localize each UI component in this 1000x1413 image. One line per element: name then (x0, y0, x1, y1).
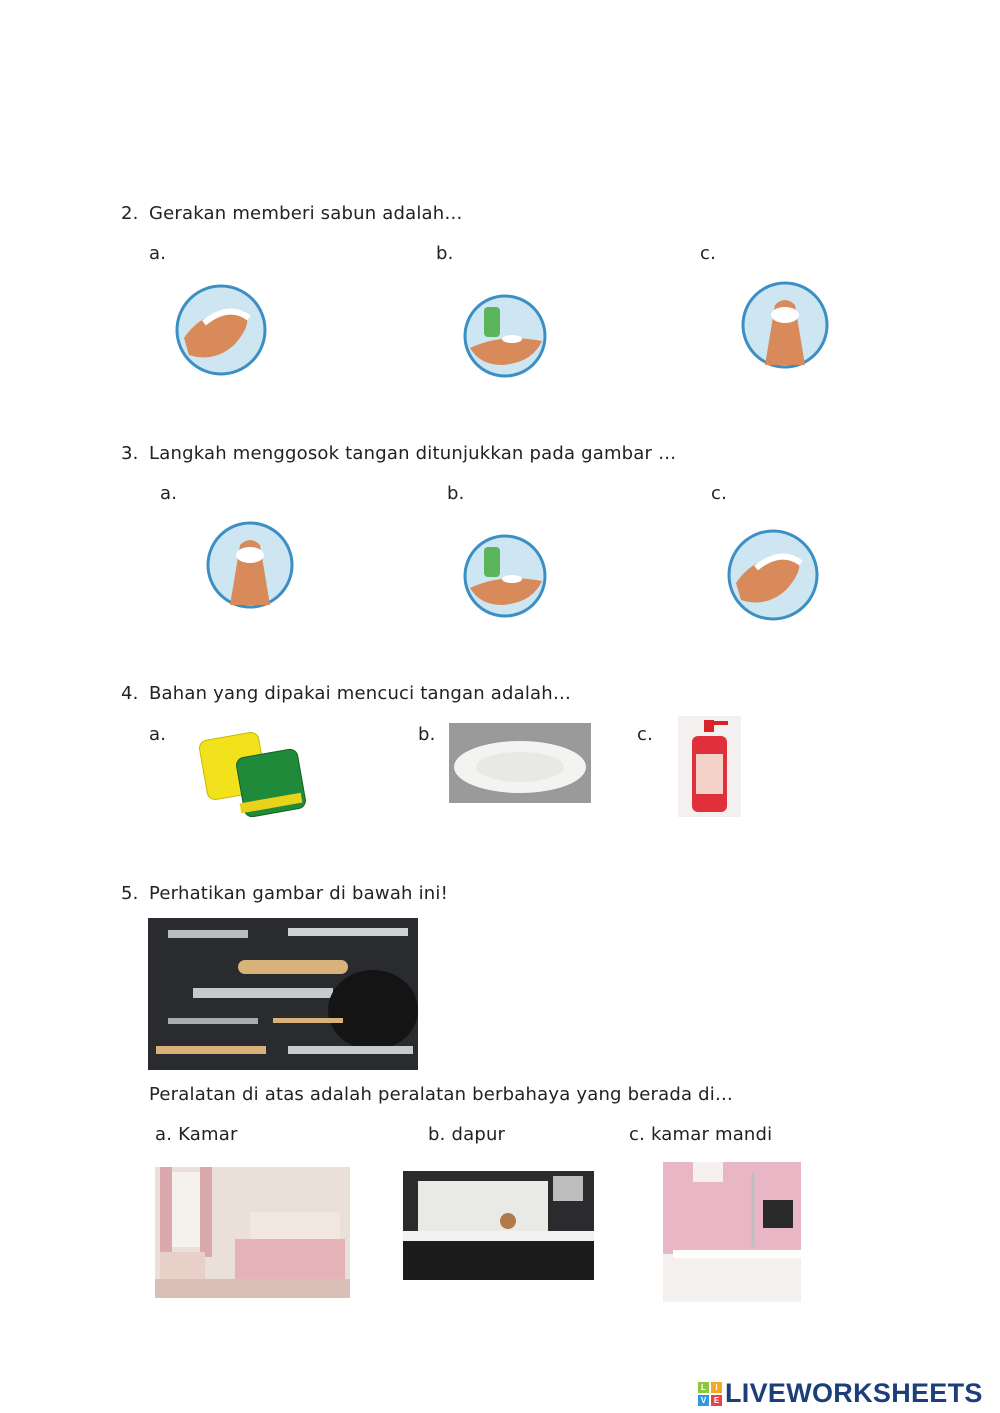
question-4-number: 4. (121, 683, 139, 704)
question-5-followup: Peralatan di atas adalah peralatan berbahaya yang berada di… (149, 1084, 734, 1105)
q5-option-b-label[interactable]: b. dapur (428, 1124, 506, 1145)
logo-tile-l: L (698, 1382, 709, 1393)
logo-text: LIVEWORKSHEETS (725, 1378, 983, 1408)
q4-option-c-hand-soap-bottle-image[interactable] (678, 716, 741, 817)
question-3-number: 3. (121, 443, 139, 464)
q2-option-a-label[interactable]: a. (149, 243, 167, 264)
question-2-text: Gerakan memberi sabun adalah… (149, 203, 463, 224)
q5-option-c-label[interactable]: c. kamar mandi (629, 1124, 773, 1145)
q2-option-c-rub-palms-image[interactable] (740, 280, 830, 370)
q2-option-c-label[interactable]: c. (700, 243, 717, 264)
question-4-text: Bahan yang dipakai mencuci tangan adalah… (149, 683, 572, 704)
q4-option-c-label[interactable]: c. (637, 724, 654, 745)
kitchen-tools-image (148, 918, 418, 1070)
liveworksheets-logo (698, 1378, 983, 1409)
logo-tiles-icon (698, 1382, 722, 1406)
question-3-text: Langkah menggosok tangan ditunjukkan pada gambar … (149, 443, 677, 464)
q3-option-c-handwash-rub-back-image[interactable] (726, 528, 820, 622)
question-5-number: 5. (121, 883, 139, 904)
q5-option-a-bedroom-image[interactable] (155, 1167, 350, 1298)
q4-option-b-label[interactable]: b. (418, 724, 436, 745)
logo-tile-v: V (698, 1395, 709, 1406)
q4-option-b-plate-image[interactable] (449, 723, 591, 803)
q3-option-b-label[interactable]: b. (447, 483, 465, 504)
q3-option-c-label[interactable]: c. (711, 483, 728, 504)
q5-option-c-bathroom-image[interactable] (663, 1162, 801, 1302)
q2-option-b-label[interactable]: b. (436, 243, 454, 264)
q3-option-a-label[interactable]: a. (160, 483, 178, 504)
q3-option-a-rub-palms-image[interactable] (205, 520, 295, 610)
logo-tile-i: I (711, 1382, 722, 1393)
question-2-number: 2. (121, 203, 139, 224)
q2-option-b-soap-dispense-image[interactable] (462, 293, 548, 379)
logo-tile-e: E (711, 1395, 722, 1406)
q5-option-a-label[interactable]: a. Kamar (155, 1124, 238, 1145)
q5-option-b-kitchen-image[interactable] (403, 1171, 594, 1280)
q2-option-a-handwash-rub-back-image[interactable] (174, 283, 268, 377)
question-5-text: Perhatikan gambar di bawah ini! (149, 883, 449, 904)
q3-option-b-soap-dispense-image[interactable] (462, 533, 548, 619)
q4-option-a-label[interactable]: a. (149, 724, 167, 745)
q4-option-a-sponge-image[interactable] (195, 728, 310, 822)
